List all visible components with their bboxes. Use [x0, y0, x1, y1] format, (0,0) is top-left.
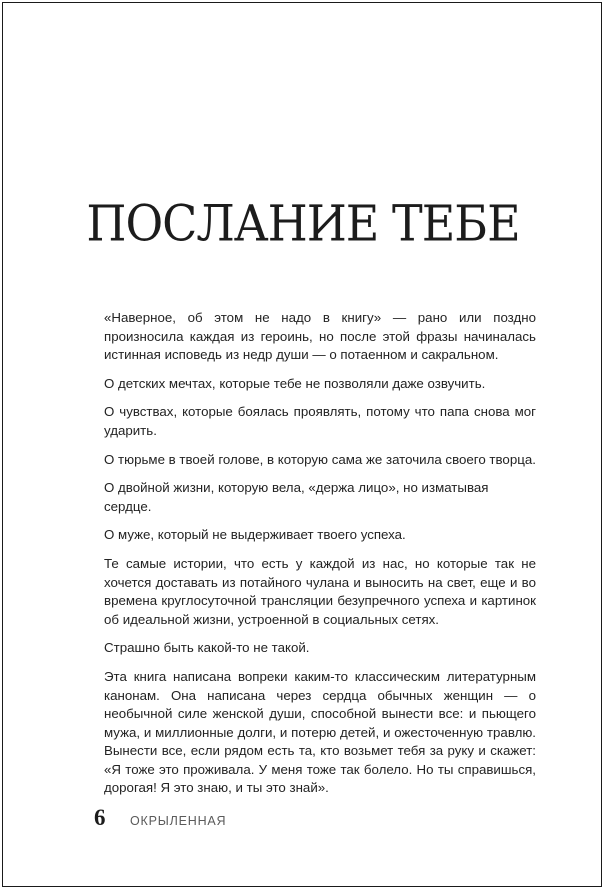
paragraph: О тюрьме в твоей голове, в которую сама же заточила своего творца.: [104, 451, 536, 467]
page-number: 6: [94, 805, 106, 830]
page-footer: [94, 805, 226, 835]
paragraph: О муже, который не выдерживает твоего успеха.: [104, 527, 406, 543]
paragraph: О детских мечтах, которые тебе не позволяли даже озвучить.: [104, 375, 486, 391]
paragraph: «Наверное, об этом не надо в книгу» — рано или поздно произносила каждая из героинь, но после этой фразы начиналась истинная исповедь из недр души — о потаенном и сакральном.: [104, 310, 536, 363]
paragraph: О чувствах, которые боялась проявлять, потому что папа снова мог ударить.: [104, 404, 536, 438]
book-page: [2, 2, 602, 887]
paragraph: Страшно быть какой-то не такой.: [104, 640, 310, 656]
body-text: [104, 309, 536, 808]
chapter-title: ПОСЛАНИЕ ТЕБЕ: [86, 194, 520, 253]
running-title: ОКРЫЛЕННАЯ: [130, 814, 227, 828]
paragraph: Те самые истории, что есть у каждой из нас, но которые так не хочется доставать из потайного чулана и выносить на свет, еще и во времена круглосуточной трансляции безупречного успеха и картинок об идеальной жизни, устроенной в социальных сетях.: [104, 555, 536, 627]
paragraph: О двойной жизни, которую вела, «держа лицо», но изматывая сердце.: [104, 480, 489, 514]
paragraph: Эта книга написана вопреки каким-то классическим литературным канонам. Она написана через сердца обычных женщин — о необычной силе женской души, способной вынести все: и пьющего мужа, и миллионные долги, и потерю детей, и ожесточенную травлю. Вынести все, если рядом есть та, кто возьмет тебя за руку и скажет: «Я тоже это проживала. У меня тоже так болело. Но ты справишься, дорогая! Я это знаю, и ты это знай».: [104, 668, 536, 796]
